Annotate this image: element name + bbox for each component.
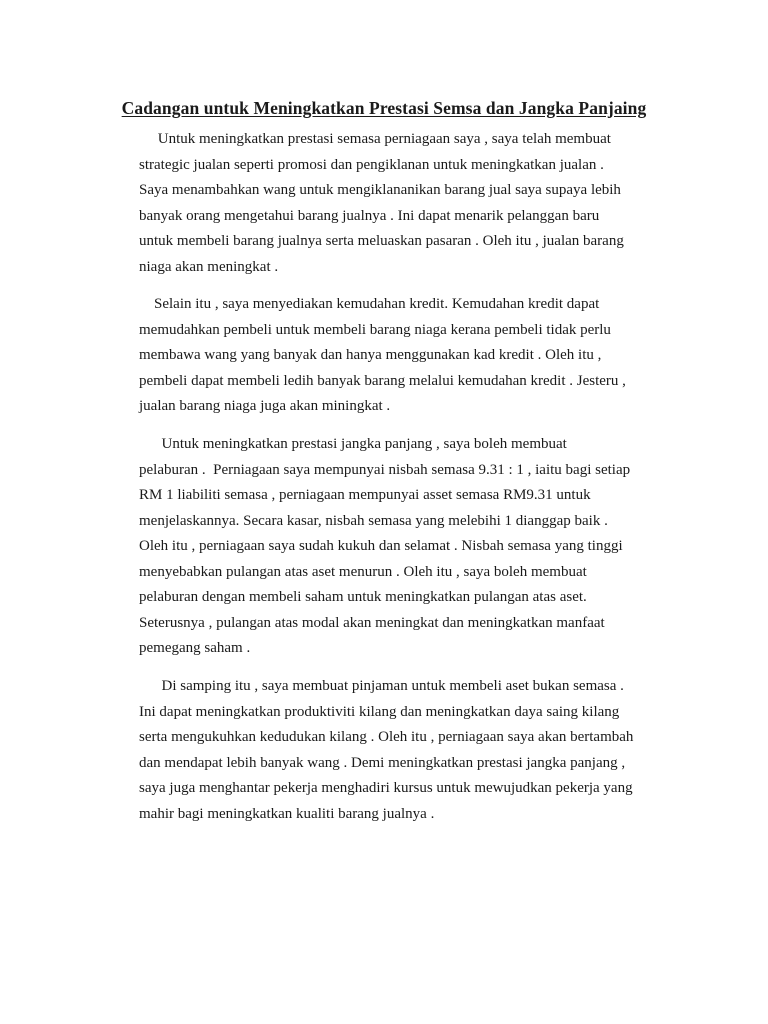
paragraph-4-line-5: saya juga menghantar pekerja menghadiri kursus untuk mewujudkan pekerja yang (139, 780, 633, 796)
paragraph-4 (139, 674, 659, 827)
paragraph-3-line-8: Seterusnya , pulangan atas modal akan meningkat dan meningkatkan manfaat (139, 614, 605, 631)
paragraph-3-line-7: pelaburan dengan membeli saham untuk meningkatkan pulangan atas aset. (139, 589, 587, 605)
paragraph-2-line-4: pembeli dapat membeli ledih banyak barang melalui kemudahan kredit . Jesteru , (139, 372, 626, 389)
paragraph-1-line-6: niaga akan meningkat . (139, 258, 279, 275)
paragraph-3-line-9: pemegang saham . (139, 640, 251, 656)
paragraph-4-line-6: mahir bagi meningkatkan kualiti barang jualnya . (139, 805, 435, 822)
paragraph-3-line-2: pelaburan . Perniagaan saya mempunyai nisbah semasa 9.31 : 1 , iaitu bagi setiap (139, 461, 631, 478)
paragraph-1-line-5: untuk membeli barang jualnya serta meluaskan pasaran . Oleh itu , jualan barang (139, 233, 624, 249)
paragraph-2-line-1: Selain itu , saya menyediakan kemudahan kredit. Kemudahan kredit dapat (139, 296, 600, 312)
paragraph-3-line-4: menjelaskannya. Secara kasar, nisbah semasa yang melebihi 1 dianggap baik . (139, 512, 608, 529)
paragraph-1 (139, 127, 659, 280)
paragraph-2-line-5: jualan barang niaga juga akan miningkat . (139, 398, 391, 414)
paragraph-4-line-3: serta mengukuhkan kedudukan kilang . Oleh itu , perniagaan saya akan bertambah (139, 729, 634, 745)
paragraph-1-line-3: Saya menambahkan wang untuk mengiklananikan barang jual saya supaya lebih (139, 182, 621, 198)
paragraph-2-line-2: memudahkan pembeli untuk membeli barang niaga kerana pembeli tidak perlu (139, 321, 611, 338)
document-title: Cadangan untuk Meningkatkan Prestasi Semsa dan Jangka Panjaing (121, 97, 647, 118)
paragraph-3-line-6: menyebabkan pulangan atas aset menurun . Oleh itu , saya boleh membuat (139, 563, 587, 580)
paragraph-1-line-2: strategic jualan seperti promosi dan pengiklanan untuk meningkatkan jualan . (139, 156, 604, 173)
paragraph-2-line-3: membawa wang yang banyak dan hanya menggunakan kad kredit . Oleh itu , (139, 347, 602, 363)
paragraph-1-line-1: Untuk meningkatkan prestasi semasa perniagaan saya , saya telah membuat (139, 131, 611, 147)
paragraph-4-line-1: Di samping itu , saya membuat pinjaman untuk membeli aset bukan semasa . (139, 678, 624, 694)
paragraph-3-line-5: Oleh itu , perniagaan saya sudah kukuh dan selamat . Nisbah semasa yang tinggi (139, 538, 623, 554)
paragraph-3 (139, 432, 659, 662)
paragraph-4-line-4: dan mendapat lebih banyak wang . Demi meningkatkan prestasi jangka panjang , (139, 754, 626, 771)
paragraph-3-line-3: RM 1 liabiliti semasa , perniagaan mempunyai asset semasa RM9.31 untuk (139, 487, 591, 503)
paragraph-4-line-2: Ini dapat meningkatkan produktiviti kilang dan meningkatkan daya saing kilang (139, 703, 620, 720)
paragraph-2 (139, 292, 659, 420)
paragraph-3-line-1: Untuk meningkatkan prestasi jangka panjang , saya boleh membuat (139, 436, 567, 452)
paragraph-1-line-4: banyak orang mengetahui barang jualnya . Ini dapat menarik pelanggan baru (139, 207, 600, 224)
